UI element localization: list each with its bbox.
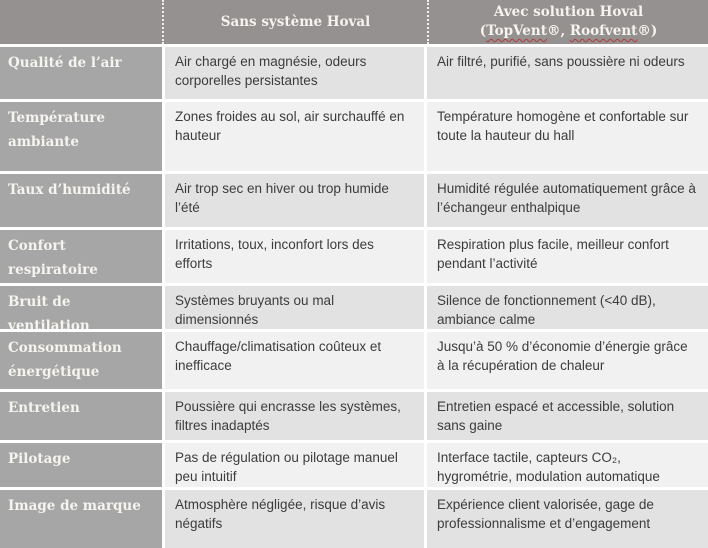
header-avec-label-line1: Avec solution Hoval	[493, 4, 644, 20]
sans-hoval-cell: Air trop sec en hiver ou trop humide l’été	[165, 174, 424, 227]
table-row	[0, 102, 708, 171]
table-row	[0, 286, 708, 329]
table-row	[0, 490, 708, 548]
avec-hoval-cell: Expérience client valorisée, gage de professionnalisme et d’engagement	[427, 490, 708, 548]
avec-hoval-cell: Entretien espacé et accessible, solution sans gaine	[427, 392, 708, 440]
row-label-cell: Bruit de ventilation	[0, 286, 162, 329]
sans-hoval-cell: Poussière qui encrasse les systèmes, filtres inadaptés	[165, 392, 424, 440]
table-row	[0, 332, 708, 389]
header-sans-label: Sans système Hoval	[220, 13, 371, 30]
row-label-cell: Image de marque	[0, 490, 162, 548]
table-row	[0, 47, 708, 99]
sans-hoval-cell: Systèmes bruyants ou mal dimensionnés	[165, 286, 424, 329]
sans-hoval-cell: Air chargé en magnésie, odeurs corporelles persistantes	[165, 47, 424, 99]
avec-hoval-cell: Air filtré, purifié, sans poussière ni odeurs	[427, 47, 708, 99]
row-label-cell: Consommation énergétique	[0, 332, 162, 389]
avec-hoval-cell: Humidité régulée automatiquement grâce à l’échangeur enthalpique	[427, 174, 708, 227]
row-label-cell: Qualité de l’air	[0, 47, 162, 99]
avec-hoval-cell: Silence de fonctionnement (<40 dB), ambiance calme	[427, 286, 708, 329]
table-header-row	[0, 0, 708, 44]
sans-hoval-cell: Chauffage/climatisation coûteux et inefficace	[165, 332, 424, 389]
row-label-cell: Entretien	[0, 392, 162, 440]
table-row	[0, 443, 708, 487]
row-label-cell: Taux d’humidité	[0, 174, 162, 227]
table-row	[0, 230, 708, 283]
avec-hoval-cell: Respiration plus facile, meilleur confort pendant l’activité	[427, 230, 708, 283]
header-avec-products-line	[480, 22, 658, 41]
table-row	[0, 174, 708, 227]
header-text-fragment: (	[479, 23, 487, 39]
sans-hoval-cell: Pas de régulation ou pilotage manuel peu intuitif	[165, 443, 424, 487]
sans-hoval-cell: Atmosphère négligée, risque d’avis négatifs	[165, 490, 424, 548]
row-label-cell: Confort respiratoire	[0, 230, 162, 283]
table-body	[0, 47, 708, 548]
table-row	[0, 392, 708, 440]
header-corner-cell	[0, 0, 162, 44]
header-avec-solution-hoval	[427, 0, 708, 44]
product-name-spellcheck: Roofvent	[569, 23, 638, 39]
row-label-cell: Température ambiante	[0, 102, 162, 171]
header-sans-systeme-hoval	[162, 0, 427, 44]
sans-hoval-cell: Zones froides au sol, air surchauffé en hauteur	[165, 102, 424, 171]
avec-hoval-cell: Jusqu’à 50 % d’économie d’énergie grâce à la récupération de chaleur	[427, 332, 708, 389]
avec-hoval-cell: Interface tactile, capteurs CO₂, hygrométrie, modulation automatique	[427, 443, 708, 487]
row-label-cell: Pilotage	[0, 443, 162, 487]
product-name-spellcheck: TopVent	[486, 23, 547, 39]
header-text-fragment: ®,	[546, 23, 570, 39]
header-text-fragment: ®)	[637, 23, 658, 39]
sans-hoval-cell: Irritations, toux, inconfort lors des efforts	[165, 230, 424, 283]
avec-hoval-cell: Température homogène et confortable sur toute la hauteur du hall	[427, 102, 708, 171]
